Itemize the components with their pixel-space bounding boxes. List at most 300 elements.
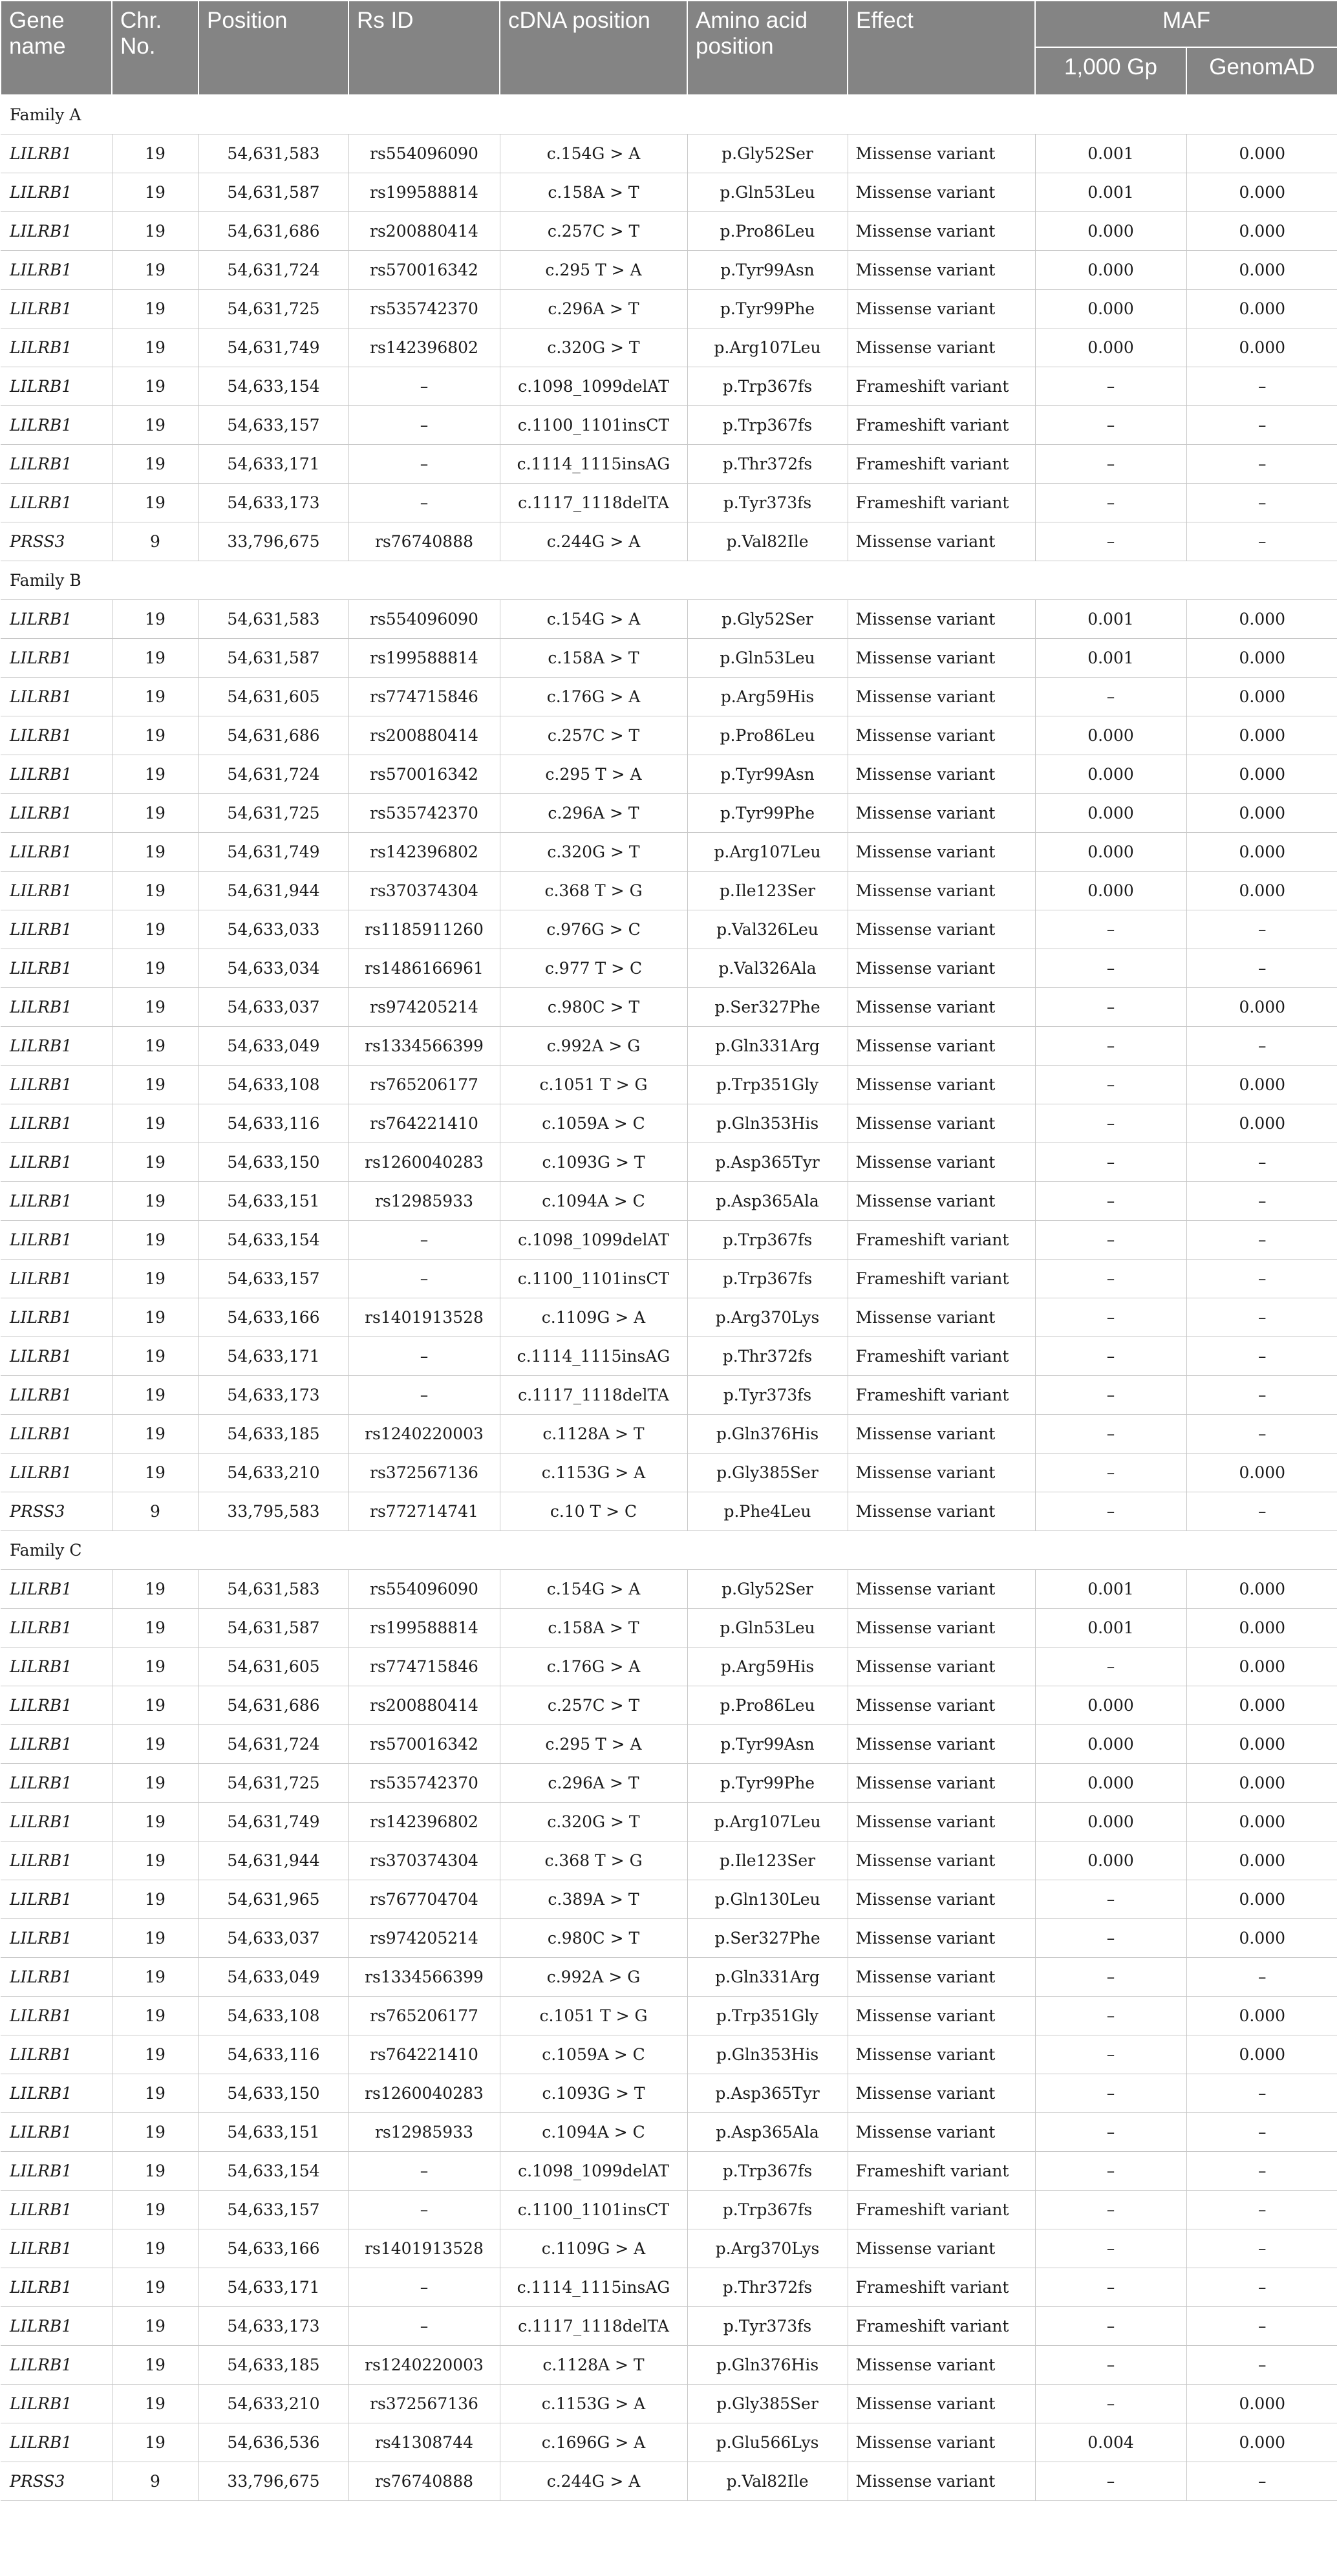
effect-cell: Missense variant — [848, 1609, 1035, 1648]
chr-cell: 19 — [112, 910, 198, 949]
cdna-cell: c.10 T > C — [500, 1492, 687, 1531]
chr-cell: 19 — [112, 678, 198, 716]
rs-id-cell: rs1486166961 — [348, 949, 500, 988]
amino-acid-cell: p.Asp365Ala — [687, 2113, 848, 2152]
table-row — [1, 1182, 1337, 1221]
table-row — [1, 1841, 1337, 1880]
cdna-cell: c.1117_1118delTA — [500, 1376, 687, 1415]
effect-cell: Missense variant — [848, 1298, 1035, 1337]
cdna-cell: c.1051 T > G — [500, 1997, 687, 2035]
position-cell: 54,631,605 — [198, 1648, 348, 1686]
effect-cell: Missense variant — [848, 1104, 1035, 1143]
position-cell: 54,633,034 — [198, 949, 348, 988]
maf-genomad-cell: 0.000 — [1186, 212, 1337, 251]
rs-id-cell: rs199588814 — [348, 173, 500, 212]
table-row — [1, 1570, 1337, 1609]
amino-acid-cell: p.Gln376His — [687, 2346, 848, 2385]
amino-acid-cell: p.Glu566Lys — [687, 2423, 848, 2462]
position-cell: 54,631,749 — [198, 328, 348, 367]
maf-1000gp-cell: – — [1035, 949, 1186, 988]
position-cell: 54,631,749 — [198, 833, 348, 872]
table-row — [1, 2229, 1337, 2268]
chr-cell: 19 — [112, 2191, 198, 2229]
family-header-row — [1, 561, 1337, 600]
table-row — [1, 173, 1337, 212]
maf-1000gp-cell: 0.000 — [1035, 1764, 1186, 1803]
gene-name-cell: LILRB1 — [1, 988, 112, 1027]
gene-name-cell: LILRB1 — [1, 1919, 112, 1958]
chr-cell: 19 — [112, 2307, 198, 2346]
gene-name-cell: LILRB1 — [1, 290, 112, 328]
effect-cell: Missense variant — [848, 1492, 1035, 1531]
effect-cell: Missense variant — [848, 1415, 1035, 1454]
maf-genomad-cell: – — [1186, 910, 1337, 949]
table-row — [1, 949, 1337, 988]
gene-name-cell: LILRB1 — [1, 1841, 112, 1880]
position-cell: 54,631,724 — [198, 251, 348, 290]
rs-id-cell: – — [348, 1221, 500, 1260]
rs-id-cell: rs974205214 — [348, 1919, 500, 1958]
position-cell: 54,633,210 — [198, 2385, 348, 2423]
rs-id-cell: rs372567136 — [348, 1454, 500, 1492]
cdna-cell: c.1098_1099delAT — [500, 2152, 687, 2191]
maf-1000gp-cell: – — [1035, 2152, 1186, 2191]
table-row — [1, 1143, 1337, 1182]
gene-name-cell: LILRB1 — [1, 1609, 112, 1648]
maf-1000gp-cell: – — [1035, 2229, 1186, 2268]
maf-1000gp-cell: – — [1035, 988, 1186, 1027]
table-row — [1, 872, 1337, 910]
rs-id-cell: rs372567136 — [348, 2385, 500, 2423]
cdna-cell: c.176G > A — [500, 1648, 687, 1686]
maf-genomad-cell: – — [1186, 2229, 1337, 2268]
gene-name-cell: LILRB1 — [1, 445, 112, 484]
chr-cell: 19 — [112, 1764, 198, 1803]
maf-genomad-cell: – — [1186, 2346, 1337, 2385]
effect-cell: Missense variant — [848, 2385, 1035, 2423]
amino-acid-cell: p.Gly52Ser — [687, 134, 848, 173]
cdna-cell: c.1100_1101insCT — [500, 2191, 687, 2229]
cdna-cell: c.154G > A — [500, 1570, 687, 1609]
maf-genomad-cell: – — [1186, 445, 1337, 484]
gene-name-cell: LILRB1 — [1, 794, 112, 833]
amino-acid-cell: p.Val82Ile — [687, 2462, 848, 2501]
position-cell: 54,631,725 — [198, 290, 348, 328]
maf-genomad-cell: 0.000 — [1186, 1609, 1337, 1648]
rs-id-cell: rs200880414 — [348, 212, 500, 251]
maf-1000gp-cell: – — [1035, 1298, 1186, 1337]
cdna-cell: c.320G > T — [500, 1803, 687, 1841]
table-row — [1, 639, 1337, 678]
effect-cell: Missense variant — [848, 1919, 1035, 1958]
gene-name-cell: LILRB1 — [1, 716, 112, 755]
chr-cell: 19 — [112, 2268, 198, 2307]
gene-name-cell: LILRB1 — [1, 328, 112, 367]
header-maf: MAF — [1035, 1, 1337, 47]
rs-id-cell: rs554096090 — [348, 134, 500, 173]
effect-cell: Frameshift variant — [848, 2307, 1035, 2346]
maf-1000gp-cell: 0.001 — [1035, 1609, 1186, 1648]
position-cell: 54,633,166 — [198, 1298, 348, 1337]
maf-1000gp-cell: – — [1035, 1221, 1186, 1260]
rs-id-cell: rs142396802 — [348, 833, 500, 872]
chr-cell: 19 — [112, 1648, 198, 1686]
maf-genomad-cell: – — [1186, 2307, 1337, 2346]
cdna-cell: c.1098_1099delAT — [500, 367, 687, 406]
effect-cell: Missense variant — [848, 949, 1035, 988]
maf-genomad-cell: 0.000 — [1186, 1764, 1337, 1803]
cdna-cell: c.320G > T — [500, 833, 687, 872]
chr-cell: 19 — [112, 1104, 198, 1143]
rs-id-cell: – — [348, 2307, 500, 2346]
maf-1000gp-cell: – — [1035, 1919, 1186, 1958]
chr-cell: 19 — [112, 1570, 198, 1609]
effect-cell: Missense variant — [848, 600, 1035, 639]
gene-name-cell: LILRB1 — [1, 484, 112, 522]
position-cell: 54,631,686 — [198, 1686, 348, 1725]
amino-acid-cell: p.Thr372fs — [687, 2268, 848, 2307]
maf-genomad-cell: 0.000 — [1186, 1570, 1337, 1609]
header-cdna-position: cDNA position — [500, 1, 687, 95]
effect-cell: Missense variant — [848, 1182, 1035, 1221]
effect-cell: Missense variant — [848, 833, 1035, 872]
maf-1000gp-cell: – — [1035, 522, 1186, 561]
rs-id-cell: rs554096090 — [348, 1570, 500, 1609]
chr-cell: 19 — [112, 1415, 198, 1454]
chr-cell: 19 — [112, 1958, 198, 1997]
position-cell: 54,631,965 — [198, 1880, 348, 1919]
rs-id-cell: rs765206177 — [348, 1997, 500, 2035]
position-cell: 54,631,605 — [198, 678, 348, 716]
chr-cell: 19 — [112, 1260, 198, 1298]
position-cell: 54,631,725 — [198, 794, 348, 833]
maf-1000gp-cell: 0.000 — [1035, 1841, 1186, 1880]
cdna-cell: c.976G > C — [500, 910, 687, 949]
table-row — [1, 445, 1337, 484]
chr-cell: 19 — [112, 1725, 198, 1764]
amino-acid-cell: p.Tyr373fs — [687, 484, 848, 522]
table-row — [1, 2307, 1337, 2346]
gene-name-cell: LILRB1 — [1, 2423, 112, 2462]
gene-name-cell: LILRB1 — [1, 1298, 112, 1337]
cdna-cell: c.1098_1099delAT — [500, 1221, 687, 1260]
cdna-cell: c.1100_1101insCT — [500, 406, 687, 445]
maf-1000gp-cell: 0.000 — [1035, 1803, 1186, 1841]
header-amino-acid-position: Amino acid position — [687, 1, 848, 95]
amino-acid-cell: p.Thr372fs — [687, 1337, 848, 1376]
effect-cell: Missense variant — [848, 639, 1035, 678]
effect-cell: Missense variant — [848, 173, 1035, 212]
table-row — [1, 1027, 1337, 1066]
amino-acid-cell: p.Trp367fs — [687, 367, 848, 406]
position-cell: 54,631,583 — [198, 134, 348, 173]
cdna-cell: c.296A > T — [500, 794, 687, 833]
header-genomad: GenomAD — [1186, 47, 1337, 95]
chr-cell: 19 — [112, 1686, 198, 1725]
cdna-cell: c.154G > A — [500, 134, 687, 173]
chr-cell: 19 — [112, 484, 198, 522]
amino-acid-cell: p.Asp365Ala — [687, 1182, 848, 1221]
cdna-cell: c.1117_1118delTA — [500, 484, 687, 522]
position-cell: 54,633,151 — [198, 1182, 348, 1221]
chr-cell: 19 — [112, 833, 198, 872]
maf-genomad-cell: 0.000 — [1186, 872, 1337, 910]
amino-acid-cell: p.Trp367fs — [687, 1221, 848, 1260]
rs-id-cell: rs370374304 — [348, 872, 500, 910]
effect-cell: Frameshift variant — [848, 1337, 1035, 1376]
cdna-cell: c.1059A > C — [500, 1104, 687, 1143]
chr-cell: 19 — [112, 2152, 198, 2191]
position-cell: 54,631,587 — [198, 1609, 348, 1648]
cdna-cell: c.1114_1115insAG — [500, 445, 687, 484]
header-1000gp: 1,000 Gp — [1035, 47, 1186, 95]
position-cell: 54,633,037 — [198, 988, 348, 1027]
gene-name-cell: LILRB1 — [1, 872, 112, 910]
gene-name-cell: LILRB1 — [1, 1686, 112, 1725]
gene-name-cell: LILRB1 — [1, 678, 112, 716]
maf-1000gp-cell: – — [1035, 1260, 1186, 1298]
position-cell: 54,633,037 — [198, 1919, 348, 1958]
rs-id-cell: rs974205214 — [348, 988, 500, 1027]
table-row — [1, 1648, 1337, 1686]
chr-cell: 19 — [112, 1027, 198, 1066]
effect-cell: Missense variant — [848, 2035, 1035, 2074]
gene-name-cell: LILRB1 — [1, 1764, 112, 1803]
cdna-cell: c.158A > T — [500, 173, 687, 212]
maf-1000gp-cell: – — [1035, 2035, 1186, 2074]
rs-id-cell: rs200880414 — [348, 716, 500, 755]
gene-name-cell: LILRB1 — [1, 367, 112, 406]
maf-genomad-cell: – — [1186, 1376, 1337, 1415]
effect-cell: Missense variant — [848, 1027, 1035, 1066]
gene-name-cell: LILRB1 — [1, 1182, 112, 1221]
effect-cell: Frameshift variant — [848, 484, 1035, 522]
effect-cell: Missense variant — [848, 1803, 1035, 1841]
amino-acid-cell: p.Gly385Ser — [687, 2385, 848, 2423]
cdna-cell: c.158A > T — [500, 639, 687, 678]
maf-1000gp-cell: 0.001 — [1035, 173, 1186, 212]
maf-1000gp-cell: – — [1035, 1454, 1186, 1492]
amino-acid-cell: p.Trp351Gly — [687, 1066, 848, 1104]
amino-acid-cell: p.Val326Leu — [687, 910, 848, 949]
table-row — [1, 2423, 1337, 2462]
amino-acid-cell: p.Tyr99Asn — [687, 1725, 848, 1764]
maf-1000gp-cell: 0.000 — [1035, 290, 1186, 328]
effect-cell: Frameshift variant — [848, 1376, 1035, 1415]
maf-genomad-cell: 0.000 — [1186, 716, 1337, 755]
effect-cell: Frameshift variant — [848, 2152, 1035, 2191]
amino-acid-cell: p.Gln53Leu — [687, 1609, 848, 1648]
amino-acid-cell: p.Tyr99Asn — [687, 755, 848, 794]
position-cell: 54,633,210 — [198, 1454, 348, 1492]
rs-id-cell: rs535742370 — [348, 1764, 500, 1803]
gene-name-cell: LILRB1 — [1, 2035, 112, 2074]
amino-acid-cell: p.Pro86Leu — [687, 212, 848, 251]
chr-cell: 19 — [112, 1066, 198, 1104]
maf-1000gp-cell: – — [1035, 1066, 1186, 1104]
effect-cell: Missense variant — [848, 794, 1035, 833]
effect-cell: Missense variant — [848, 328, 1035, 367]
effect-cell: Frameshift variant — [848, 2268, 1035, 2307]
rs-id-cell: rs142396802 — [348, 1803, 500, 1841]
maf-1000gp-cell: – — [1035, 1143, 1186, 1182]
amino-acid-cell: p.Arg370Lys — [687, 1298, 848, 1337]
table-row — [1, 1609, 1337, 1648]
table-row — [1, 1686, 1337, 1725]
effect-cell: Missense variant — [848, 1066, 1035, 1104]
maf-genomad-cell: 0.000 — [1186, 755, 1337, 794]
effect-cell: Missense variant — [848, 1997, 1035, 2035]
maf-genomad-cell: 0.000 — [1186, 794, 1337, 833]
chr-cell: 19 — [112, 1609, 198, 1648]
maf-1000gp-cell: – — [1035, 1104, 1186, 1143]
maf-genomad-cell: 0.000 — [1186, 2035, 1337, 2074]
maf-1000gp-cell: 0.000 — [1035, 1725, 1186, 1764]
cdna-cell: c.295 T > A — [500, 251, 687, 290]
table-row — [1, 1298, 1337, 1337]
rs-id-cell: rs41308744 — [348, 2423, 500, 2462]
maf-1000gp-cell: – — [1035, 1880, 1186, 1919]
table-row — [1, 2268, 1337, 2307]
amino-acid-cell: p.Val82Ile — [687, 522, 848, 561]
chr-cell: 19 — [112, 445, 198, 484]
rs-id-cell: – — [348, 1337, 500, 1376]
rs-id-cell: – — [348, 2191, 500, 2229]
effect-cell: Missense variant — [848, 872, 1035, 910]
amino-acid-cell: p.Arg107Leu — [687, 328, 848, 367]
cdna-cell: c.296A > T — [500, 290, 687, 328]
effect-cell: Frameshift variant — [848, 1260, 1035, 1298]
cdna-cell: c.296A > T — [500, 1764, 687, 1803]
maf-genomad-cell: 0.000 — [1186, 1880, 1337, 1919]
rs-id-cell: rs370374304 — [348, 1841, 500, 1880]
effect-cell: Missense variant — [848, 251, 1035, 290]
table-row — [1, 290, 1337, 328]
amino-acid-cell: p.Asp365Tyr — [687, 2074, 848, 2113]
gene-name-cell: LILRB1 — [1, 1104, 112, 1143]
maf-1000gp-cell: – — [1035, 484, 1186, 522]
gene-name-cell: LILRB1 — [1, 1958, 112, 1997]
gene-name-cell: LILRB1 — [1, 1337, 112, 1376]
rs-id-cell: rs765206177 — [348, 1066, 500, 1104]
maf-1000gp-cell: 0.000 — [1035, 716, 1186, 755]
position-cell: 54,633,116 — [198, 1104, 348, 1143]
rs-id-cell: rs772714741 — [348, 1492, 500, 1531]
chr-cell: 19 — [112, 1376, 198, 1415]
rs-id-cell: rs774715846 — [348, 678, 500, 716]
effect-cell: Frameshift variant — [848, 445, 1035, 484]
rs-id-cell: rs76740888 — [348, 522, 500, 561]
amino-acid-cell: p.Trp367fs — [687, 406, 848, 445]
cdna-cell: c.295 T > A — [500, 755, 687, 794]
maf-genomad-cell: 0.000 — [1186, 1725, 1337, 1764]
position-cell: 33,795,583 — [198, 1492, 348, 1531]
table-row — [1, 1880, 1337, 1919]
amino-acid-cell: p.Tyr99Phe — [687, 1764, 848, 1803]
effect-cell: Missense variant — [848, 2229, 1035, 2268]
effect-cell: Frameshift variant — [848, 367, 1035, 406]
table-row — [1, 1415, 1337, 1454]
chr-cell: 19 — [112, 2035, 198, 2074]
position-cell: 54,633,173 — [198, 2307, 348, 2346]
position-cell: 54,633,151 — [198, 2113, 348, 2152]
maf-1000gp-cell: – — [1035, 367, 1186, 406]
chr-cell: 19 — [112, 1143, 198, 1182]
chr-cell: 19 — [112, 328, 198, 367]
position-cell: 33,796,675 — [198, 2462, 348, 2501]
amino-acid-cell: p.Ser327Phe — [687, 1919, 848, 1958]
table-row — [1, 1492, 1337, 1531]
amino-acid-cell: p.Tyr99Asn — [687, 251, 848, 290]
position-cell: 54,633,033 — [198, 910, 348, 949]
maf-genomad-cell: – — [1186, 2074, 1337, 2113]
cdna-cell: c.992A > G — [500, 1958, 687, 1997]
table-row — [1, 1066, 1337, 1104]
maf-1000gp-cell: – — [1035, 678, 1186, 716]
rs-id-cell: rs1401913528 — [348, 1298, 500, 1337]
amino-acid-cell: p.Ile123Ser — [687, 1841, 848, 1880]
effect-cell: Missense variant — [848, 2423, 1035, 2462]
gene-name-cell: LILRB1 — [1, 910, 112, 949]
amino-acid-cell: p.Gln331Arg — [687, 1027, 848, 1066]
cdna-cell: c.368 T > G — [500, 1841, 687, 1880]
maf-genomad-cell: 0.000 — [1186, 1648, 1337, 1686]
position-cell: 54,631,686 — [198, 716, 348, 755]
effect-cell: Missense variant — [848, 1143, 1035, 1182]
gene-name-cell: LILRB1 — [1, 406, 112, 445]
maf-1000gp-cell: – — [1035, 1376, 1186, 1415]
effect-cell: Missense variant — [848, 678, 1035, 716]
rs-id-cell: – — [348, 2152, 500, 2191]
chr-cell: 19 — [112, 1221, 198, 1260]
maf-genomad-cell: 0.000 — [1186, 678, 1337, 716]
cdna-cell: c.1094A > C — [500, 1182, 687, 1221]
table-row — [1, 910, 1337, 949]
position-cell: 54,631,583 — [198, 1570, 348, 1609]
position-cell: 54,631,724 — [198, 1725, 348, 1764]
table-row — [1, 988, 1337, 1027]
amino-acid-cell: p.Gly52Ser — [687, 1570, 848, 1609]
chr-cell: 19 — [112, 2113, 198, 2152]
rs-id-cell: rs535742370 — [348, 290, 500, 328]
amino-acid-cell: p.Pro86Leu — [687, 716, 848, 755]
position-cell: 54,633,116 — [198, 2035, 348, 2074]
rs-id-cell: rs199588814 — [348, 639, 500, 678]
rs-id-cell: rs1260040283 — [348, 2074, 500, 2113]
family-header-row — [1, 95, 1337, 134]
amino-acid-cell: p.Gln53Leu — [687, 639, 848, 678]
amino-acid-cell: p.Trp367fs — [687, 2152, 848, 2191]
amino-acid-cell: p.Gln331Arg — [687, 1958, 848, 1997]
table-row — [1, 1104, 1337, 1143]
effect-cell: Frameshift variant — [848, 2191, 1035, 2229]
cdna-cell: c.176G > A — [500, 678, 687, 716]
maf-1000gp-cell: 0.000 — [1035, 833, 1186, 872]
maf-genomad-cell: 0.000 — [1186, 173, 1337, 212]
chr-cell: 19 — [112, 639, 198, 678]
amino-acid-cell: p.Arg370Lys — [687, 2229, 848, 2268]
effect-cell: Frameshift variant — [848, 1221, 1035, 1260]
gene-name-cell: LILRB1 — [1, 1260, 112, 1298]
maf-1000gp-cell: – — [1035, 2113, 1186, 2152]
rs-id-cell: – — [348, 484, 500, 522]
table-row — [1, 1337, 1337, 1376]
chr-cell: 19 — [112, 949, 198, 988]
maf-genomad-cell: – — [1186, 2113, 1337, 2152]
rs-id-cell: rs1334566399 — [348, 1958, 500, 1997]
rs-id-cell: rs764221410 — [348, 2035, 500, 2074]
rs-id-cell: rs1334566399 — [348, 1027, 500, 1066]
